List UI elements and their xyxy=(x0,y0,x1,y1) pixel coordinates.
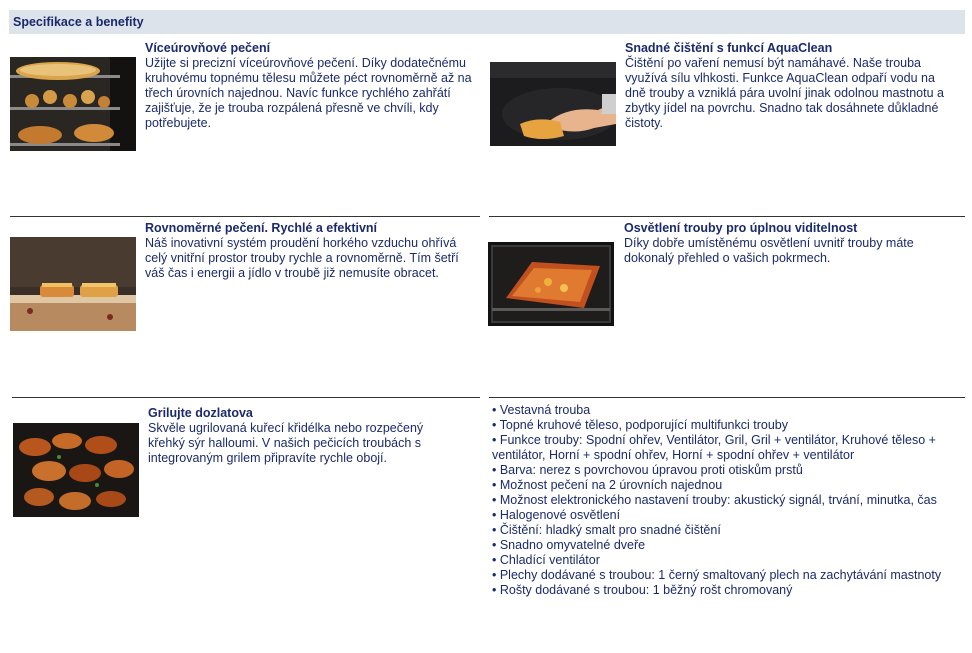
feature-grill xyxy=(13,406,483,521)
feature-even-baking xyxy=(10,221,480,336)
spec-item: • Barva: nerez s povrchovou úpravou proti otiskům prstů xyxy=(492,463,803,477)
feature-text: Užijte si precizní víceúrovňové pečení. Díky dodatečnému kruhovému topnému tělesu můžete péct rovnoměrně až na třech úrovních najednou. Navíc funkce rychlého zahřátí zajišťuje, že je trouba rozpálená přesně ve chvíli, kdy potřebujete. xyxy=(145,56,472,130)
feature-multi-level-baking xyxy=(10,41,480,156)
aquaclean-cleaning-photo xyxy=(490,62,616,146)
feature-text: Náš inovativní systém proudění horkého vzduchu ohřívá celý vnitřní prostor trouby rychle a rovnoměrně. Tím šetří váš čas i energii a jídlo v troubě již nemusíte obracet. xyxy=(145,236,459,280)
multi-level-baking-photo xyxy=(10,57,136,151)
feature-title: Osvětlení trouby pro úplnou viditelnost xyxy=(624,221,858,235)
section-title: Specifikace a benefity xyxy=(13,15,144,29)
feature-aquaclean xyxy=(490,41,960,156)
spec-item: • Vestavná trouba xyxy=(492,403,591,417)
section-divider xyxy=(489,397,965,398)
spec-item: • Plechy dodávané s troubou: 1 černý smaltovaný plech na zachytávání mastnoty xyxy=(492,568,942,582)
spec-item: • Možnost pečení na 2 úrovních najednou xyxy=(492,478,723,492)
feature-title: Snadné čištění s funkcí AquaClean xyxy=(625,41,833,55)
feature-text: Díky dobře umístěnému osvětlení uvnitř trouby máte dokonalý přehled o vašich pokrmech. xyxy=(624,236,914,265)
section-divider xyxy=(12,397,480,398)
specs-list xyxy=(492,403,962,598)
feature-oven-light xyxy=(488,221,960,336)
spec-item: • Možnost elektronického nastavení trouby: akustický signál, trvání, minutka, čas xyxy=(492,493,937,507)
feature-title: Grilujte dozlatova xyxy=(148,406,253,420)
grill-wings-photo xyxy=(13,423,139,517)
feature-title: Rovnoměrné pečení. Rychlé a efektivní xyxy=(145,221,378,235)
spec-item: • Snadno omyvatelné dveře xyxy=(492,538,646,552)
section-divider xyxy=(10,216,480,217)
spec-item: • Topné kruhové těleso, podporující multifunkci trouby xyxy=(492,418,788,432)
spec-item: • Funkce trouby: Spodní ohřev, Ventilátor, Gril, Gril + ventilátor, Kruhové těleso + ventilátor, Horní + spodní ohřev, Horní + spodní ohřev + ventilátor xyxy=(492,433,936,462)
feature-text: Skvěle ugrilovaná kuřecí křidélka nebo rozpečený křehký sýr halloumi. V našich pečicích troubách s integrovaným grilem připravíte rychle obojí. xyxy=(148,421,424,465)
spec-item: • Čištění: hladký smalt pro snadné čištění xyxy=(492,523,721,537)
section-header xyxy=(9,10,965,34)
spec-item: • Halogenové osvětlení xyxy=(492,508,621,522)
feature-text: Čištění po vaření nemusí být namáhavé. Naše trouba využívá sílu vlhkosti. Funkce AquaClean odpaří vodu na dně trouby a vzniklá pára uvolní jinak odolnou mastnotu a zbytky jídel na povrchu. Snadno tak dosáhnete důkladné čistoty. xyxy=(625,56,944,130)
section-divider xyxy=(489,216,965,217)
oven-light-photo xyxy=(488,242,614,326)
feature-title: Víceúrovňové pečení xyxy=(145,41,271,55)
spec-item: • Chladící ventilátor xyxy=(492,553,600,567)
spec-item: • Rošty dodávané s troubou: 1 běžný rošt chromovaný xyxy=(492,583,793,597)
even-baking-photo xyxy=(10,237,136,331)
